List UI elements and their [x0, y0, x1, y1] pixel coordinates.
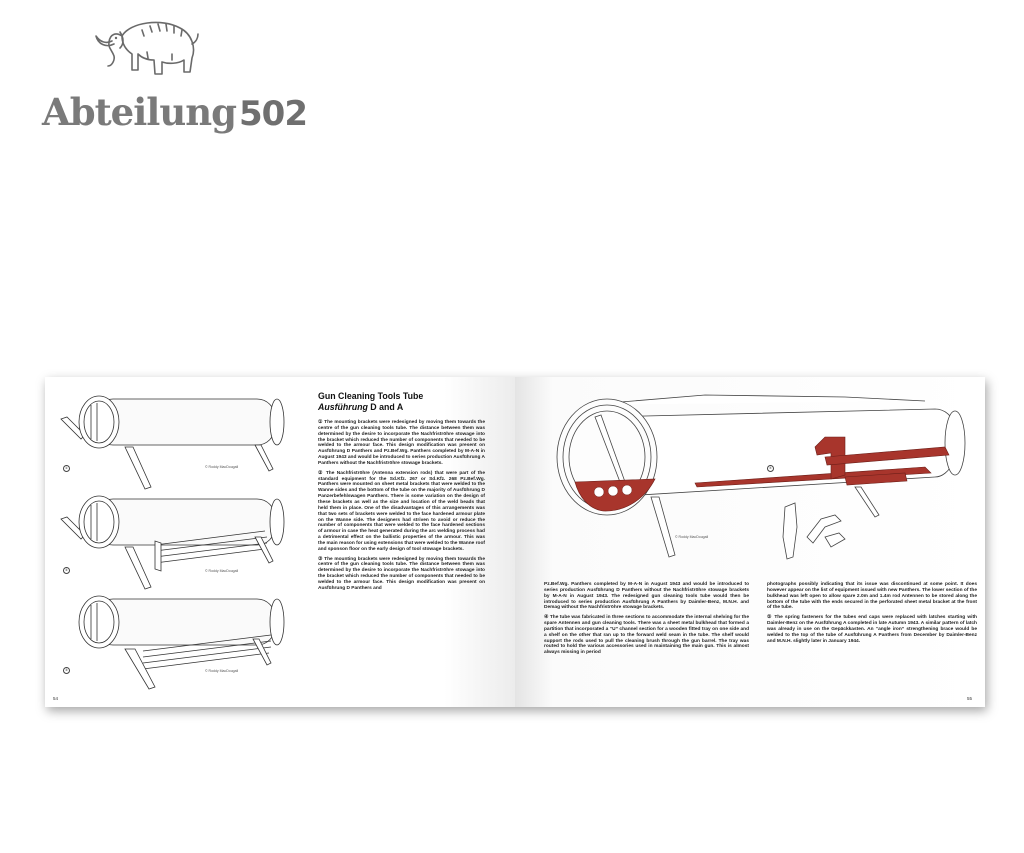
subheading-suffix: D and A [367, 402, 404, 412]
illustration-credit-1: © Roddy MacDougall [205, 465, 239, 469]
paragraph-3: ③ The mounting brackets were redesigned by moving them towards the centre of the gun cleaning tools tube. The distance between them was determined by the desire to incorporate the Nachfriströhre stowage into the bracket which reduced the number of components that needed to be welded to the armour face. This design modification was present on Ausführung D Panthers and [318, 556, 485, 591]
paragraph-4: Pz.Bef.Wg. Panthers completed by M-A-N in August 1943 and would be introduced to series production Ausführung D Panthers without the Nachfriströhre stowage brackets by M-A-N in August 1943. The redesigned gun cleaning tools tube would then be introduced to series production Ausführung A Panthers by Daimler-Benz, M.N.H. and Demag without the Nachfriströhre stowage brackets. [544, 582, 749, 611]
page-number-left: 54 [53, 696, 59, 701]
left-text-column [318, 420, 485, 596]
logo-wordmark [42, 90, 307, 134]
section-heading: Gun Cleaning Tools Tube [318, 391, 424, 401]
mammoth-icon [92, 14, 202, 80]
paragraph-7: ⑤ The spring fasteners for the tubes end caps were replaced with latches starting with Daimler-Benz on the Ausführung A completed in late Autumn 1943. A similar pattern of latch was already in use on the Gepäckkasten. An “angle iron” strengthening brace would be welded to the top of the tube of Ausführung A Panthers from December by Daimler-Benz and M.N.H. slightly later in January 1944. [767, 615, 977, 644]
illustration-credit-4: © Roddy MacDougall [675, 535, 709, 539]
illustration-credit-2: © Roddy MacDougall [205, 569, 239, 573]
right-text-column-1 [544, 582, 749, 660]
tube-cutaway-illustration [545, 387, 975, 577]
page-number-right: 55 [967, 696, 973, 701]
left-page [45, 377, 515, 707]
figure-label-2: ② [64, 568, 69, 572]
tube-illustration-2 [55, 489, 290, 594]
figure-label-4: ④ [768, 466, 773, 470]
illustration-credit-3: © Roddy MacDougall [205, 669, 239, 673]
subheading-prefix: Ausführung [318, 402, 368, 412]
figure-label-3: ③ [64, 668, 69, 672]
section-subheading [318, 402, 498, 413]
tube-illustration-1 [55, 389, 290, 494]
publisher-logo [40, 14, 307, 134]
paragraph-1: ① The mounting brackets were redesigned by moving them towards the centre of the gun cleaning tools tube. The distance between them was determined by the desire to incorporate the Nachfriströhre stowage into the bracket which reduced the number of components that needed to be welded to the armour face. This design modification was present on Ausführung D Panthers and Pz.Bef.Wg. Panthers completed by M-A-N in August 1943 and would be introduced to series production Ausführung A Panthers without the Nachfriströhre stowage brackets. [318, 420, 486, 466]
paragraph-6: photographs possibly indicating that its issue was discontinued at some point. It does however appear on the list of equipment issued with new Panthers. The lower section of the bulkhead was left open to allow spare 2.0m and 1.4m rod Antennen to be stored along the bottom of the tube with the ends secured in the perforated sheet metal bracket at the front of the tube. [767, 582, 977, 611]
paragraph-5: ④ The tube was fabricated in three sections to accommodate the internal shelving for the spare Antennen and gun cleaning tools. There was a sheet metal bulkhead that formed a partition that incorporated a “U” channel section for a wooden fitted tray on one side and a shelf on the other that ran up to the forward weld seam in the tube. The shelf would support the rods used to pull the cleaning brush through the gun barrel. The tray was routed to hold the various accessories used in maintaining the main gun. This is almost always missing in period [544, 615, 749, 656]
book-spread [45, 377, 985, 707]
logo-number: 502 [239, 94, 307, 134]
right-page [515, 377, 985, 707]
right-text-column-2 [767, 582, 977, 648]
paragraph-2: ② The Nachfriströhre (Antenna extension rods) that were part of the standard equipment for the Sd.Kfz. 267 or Sd.Kfz. 268 Pz.Bef.Wg. Panthers were mounted on sheet metal brackets that were welded to the Wanne sides and the bottom of the tube on the majority of Ausführung D Panzerbefehlswagen Panthers. There is some variation on the design of these brackets as well as the size and location of the weld beads that held them in place. One of the disadvantages of this arrangements was that two sets of brackets were welded to the face hardened armour plate on the Wanne side. The designers had striven to avoid or reduce the number of components that were welded to the face hardened sections of armour in case the heat generated during the arc welding process had a detrimental effect on the ballistic properties of the armour. This was the main reason for using extensions that were welded to the Wanne roof and sponson floor on the early design of tool stowage brackets. [318, 470, 485, 552]
figure-label-1: ① [64, 466, 69, 470]
tube-illustration-3 [55, 589, 290, 694]
logo-word: Abteilung [42, 90, 236, 134]
